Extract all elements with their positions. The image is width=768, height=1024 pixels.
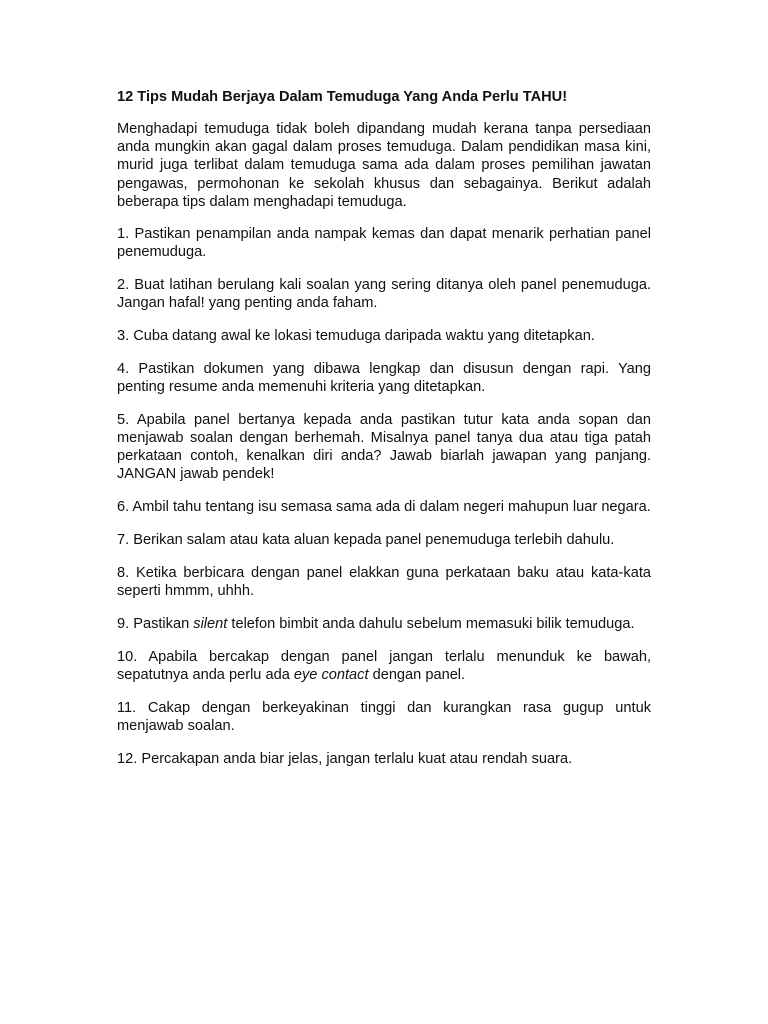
tip-item: 2. Buat latihan berulang kali soalan yang sering ditanya oleh panel penemuduga. Jangan hafal! yang penting anda faham. <box>117 277 651 311</box>
tip-text: 9. Pastikan <box>117 616 194 633</box>
tip-item: 11. Cakap dengan berkeyakinan tinggi dan kurangkan rasa gugup untuk menjawab soalan. <box>117 700 651 735</box>
tip-emphasis: eye contact <box>293 667 369 684</box>
tip-text: telefon bimbit anda dahulu sebelum memasuki bilik temuduga. <box>227 616 635 633</box>
tip-item: 12. Percakapan anda biar jelas, jangan terlalu kuat atau rendah suara. <box>117 751 573 768</box>
tip-text: 10. Apabila bercakap dengan panel jangan terlalu menunduk ke bawah, sepatutnya anda perlu ada <box>117 649 651 684</box>
tip-item: 6. Ambil tahu tentang isu semasa sama ada di dalam negeri mahupun luar negara. <box>117 498 651 515</box>
document-page <box>117 88 651 784</box>
tip-item: 5. Apabila panel bertanya kepada anda pastikan tutur kata anda sopan dan menjawab soalan dengan berhemah. Misalnya panel tanya dua atau tiga patah perkataan contoh, kenalkan diri anda? Jawab biarlah jawapan yang panjang. JANGAN jawab pendek! <box>117 412 651 482</box>
tip-item: 7. Berikan salam atau kata aluan kepada panel penemuduga terlebih dahulu. <box>117 531 615 548</box>
tip-item: 1. Pastikan penampilan anda nampak kemas dan dapat menarik perhatian panel penemuduga. <box>117 226 651 260</box>
tip-item: 3. Cuba datang awal ke lokasi temuduga daripada waktu yang ditetapkan. <box>117 327 595 344</box>
tip-emphasis: silent <box>193 616 228 633</box>
tip-item: 8. Ketika berbicara dengan panel elakkan guna perkataan baku atau kata-kata seperti hmmm, uhhh. <box>117 565 651 599</box>
tip-item: 4. Pastikan dokumen yang dibawa lengkap dan disusun dengan rapi. Yang penting resume anda memenuhi kriteria yang ditetapkan. <box>117 361 651 395</box>
tip-item <box>117 616 651 634</box>
tip-item <box>117 649 651 685</box>
document-title: 12 Tips Mudah Berjaya Dalam Temuduga Yang Anda Perlu TAHU! <box>117 89 568 105</box>
intro-paragraph: Menghadapi temuduga tidak boleh dipandang mudah kerana tanpa persediaan anda mungkin akan gagal dalam proses temuduga. Dalam pendidikan masa kini, murid juga terlibat dalam temuduga sama ada dalam proses pemilihan jawatan pengawas, permohonan ke sekolah khusus dan sebagainya. Berikut adalah beberapa tips dalam menghadapi temuduga. <box>117 121 651 210</box>
tip-text: dengan panel. <box>368 667 466 684</box>
